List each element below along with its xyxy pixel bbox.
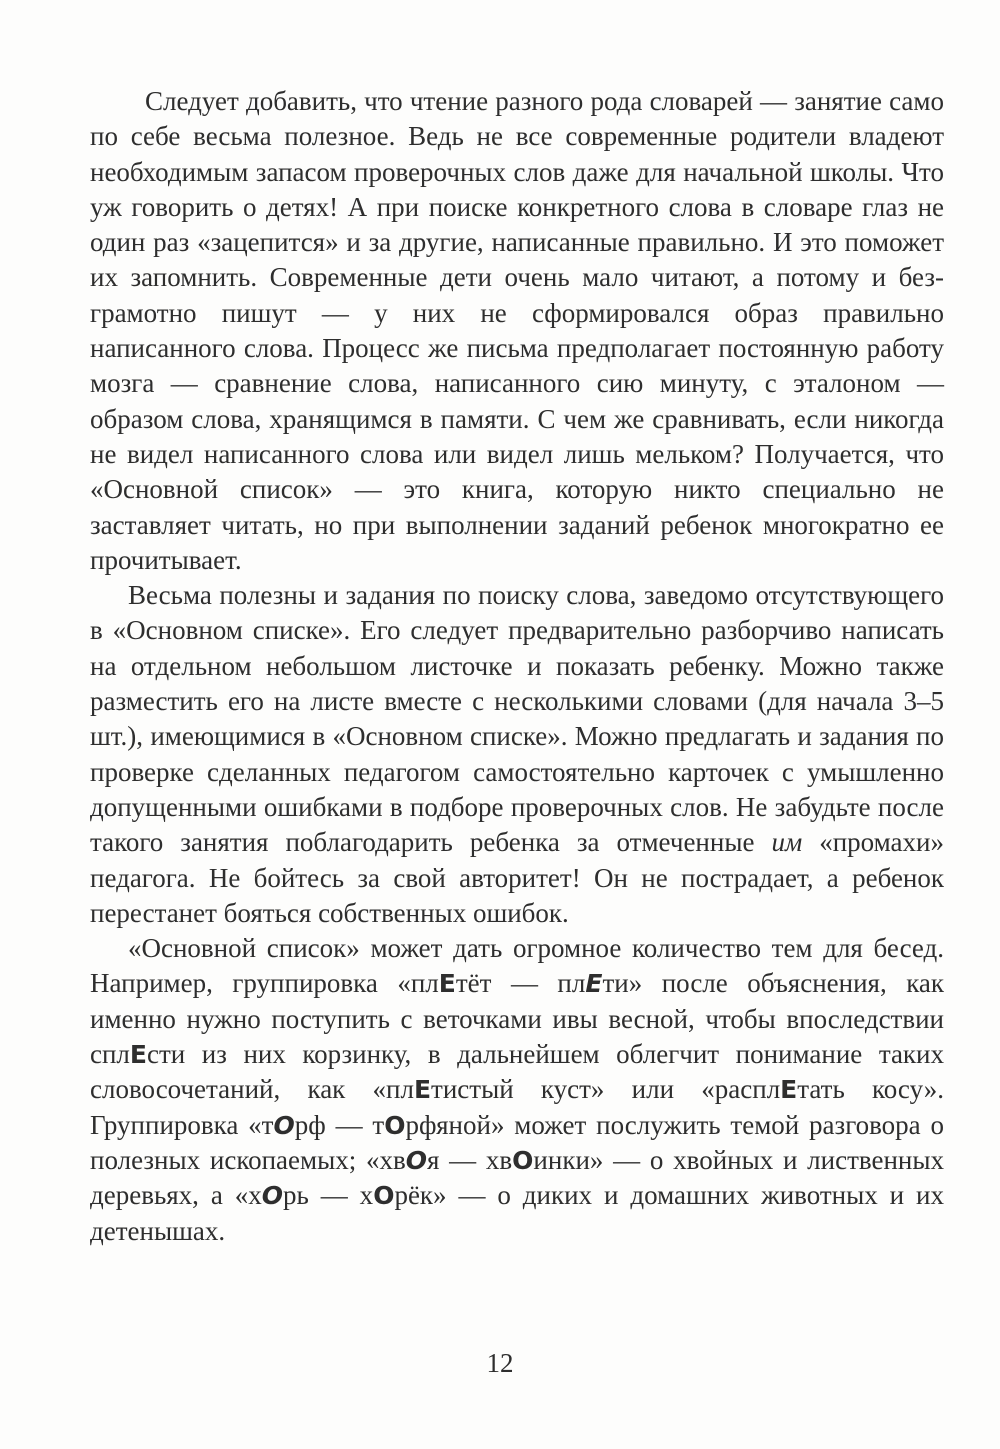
text-run: я — хв (426, 1144, 513, 1175)
emphasized-text: О (405, 1145, 427, 1175)
text-run: «промахи» педагога. Не бойтесь за свой авторитет! Он не пострадает, а ребенок перестанет бояться собственных ошибок. (90, 827, 944, 928)
page-body-text (90, 84, 944, 1249)
emphasized-text: О (273, 1110, 295, 1140)
text-run: ти» после объяснения, как именно нужно поступить с веточками ивы весной, чтобы впоследствии спл (90, 968, 944, 1070)
emphasized-text: О (384, 1110, 406, 1140)
paragraph-2 (90, 578, 944, 931)
text-run: «Основной список» может дать огромное количество тем для бесед. Например, группировка «пл (90, 933, 944, 999)
text-run: рфяной» может послужить темой разговора о полезных ископаемых; «хв (90, 1109, 944, 1175)
text-run: тать косу». Группировка «т (90, 1074, 944, 1140)
emphasized-text: Е (413, 1075, 432, 1105)
emphasized-text: Е (585, 969, 603, 999)
text-run: рь — х (283, 1180, 374, 1211)
emphasized-text: Е (780, 1075, 798, 1105)
emphasized-text: им (771, 827, 803, 858)
emphasized-text: Е (438, 969, 456, 999)
emphasized-text: Е (129, 1040, 147, 1070)
text-run: рёк» — о диких и домашних животных и их детенышах. (90, 1180, 944, 1246)
paragraph-1 (90, 84, 944, 578)
paragraph-3 (90, 931, 944, 1249)
text-run: тёт — пл (455, 968, 586, 999)
text-run: Следует добавить, что чтение разного рода словарей — занятие само по себе весьма полезное. Ведь не все современные родители владеют необходимым запасом проверочных слов даже для начальной школы. Что уж говорить о детях! А при поиске конкретного слова в словаре глаз не один раз «зацепится» и за другие, написанные правильно. И это поможет их запомнить. Современные дети очень мало читают, а потому и безграмотно пишут — у них не сформировался образ правильно написанного слова. Процесс же письма предполагает постоянную работу мозга — сравнение слова, написанного сию минуту, с эталоном — образом слова, хранящимся в памяти. С чем же сравнивать, если никогда не видел написанного слова или видел лишь мельком? Получается, что «Основной список» — это книга, которую никто специально не заставляет читать, но при выполнении заданий ребенок многократно ее прочитывает. (90, 86, 944, 575)
text-run: Весьма полезны и задания по поиску слова, заведомо отсутствующего в «Основном списке». Его следует предварительно разборчиво написать на отдельном небольшом листочке и показать ребенку. Можно также разместить его на листе вместе с несколькими словами (для начала 3–5 шт.), имеющимися в «Основном списке». Можно предлагать и задания по проверке сделанных педагогом самостоятельно карточек с умышленно допущенными ошибками в подборе проверочных слов. Не забудьте после такого занятия поблагодарить ребенка за отмеченные (90, 580, 944, 858)
emphasized-text: О (261, 1181, 284, 1211)
emphasized-text: О (373, 1181, 395, 1211)
text-run: рф — т (294, 1109, 385, 1140)
text-run: тистый куст» или «распл (431, 1074, 781, 1105)
page-number: 12 (486, 1348, 514, 1378)
emphasized-text: О (512, 1145, 534, 1175)
text-run: инки» — о хвойных и лиственных деревьях, а «х (90, 1144, 945, 1211)
text-run: сти из них корзинку, в дальнейшем облегчит понимание таких словосочетаний, как «пл (90, 1039, 944, 1105)
